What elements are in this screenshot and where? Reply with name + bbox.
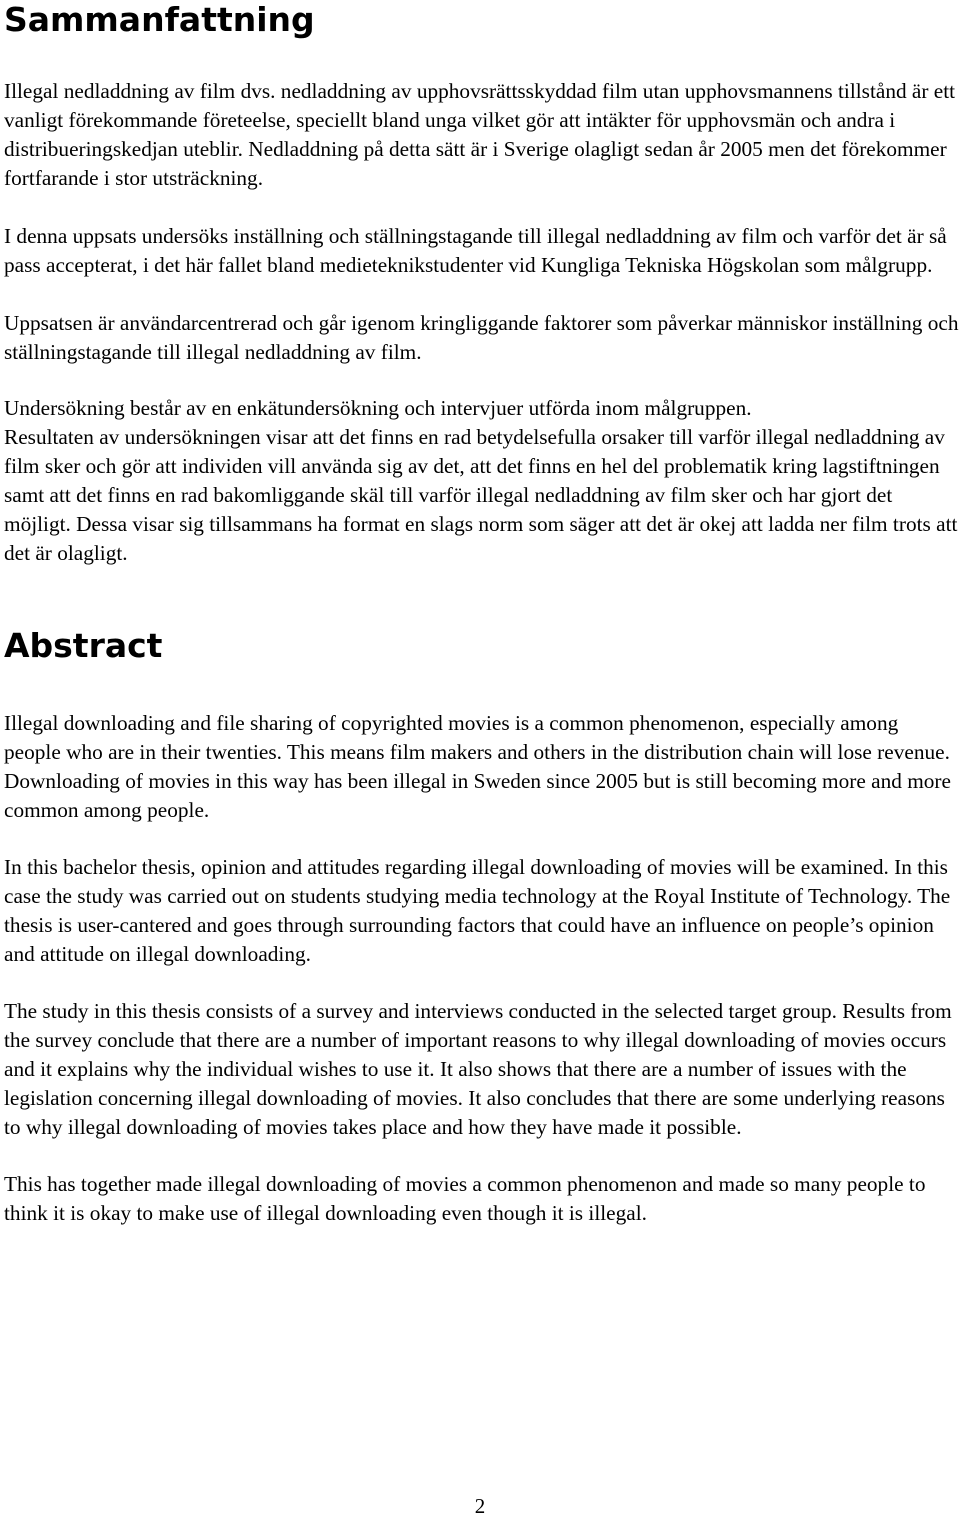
abstract-paragraph-3: The study in this thesis consists of a survey and interviews conducted in the selected target group. Results from the survey conclude that there are a number of important reasons to why illegal downloading of movies occurs and it explains why the individual wishes to use it. It also shows that there are a number of issues with the legislation concerning illegal downloading of movies. It also concludes that there are some underlying reasons to why illegal downloading of movies takes place and how they have made it possible. [4,999,952,1139]
abstract-paragraph-1: Illegal downloading and file sharing of copyrighted movies is a common phenomenon, especially among people who are in their twenties. This means film makers and others in the distribution chain will lose revenue. Downloading of movies in this way has been illegal in Sweden since 2005 but is still becoming more and more common among people. [4,711,951,822]
sammanfattning-paragraph-4: Undersökning består av en enkätundersökning och intervjuer utförda inom målgruppen. [4,396,752,420]
abstract-paragraph-2: In this bachelor thesis, opinion and attitudes regarding illegal downloading of movies will be examined. In this case the study was carried out on students studying media technology at the Royal Institute of Technology. The thesis is user-cantered and goes through surrounding factors that could have an influence on people’s opinion and attitude on illegal downloading. [4,855,951,966]
abstract-paragraph-4: This has together made illegal downloading of movies a common phenomenon and made so many people to think it is okay to make use of illegal downloading even though it is illegal. [4,1172,926,1225]
sammanfattning-paragraph-5: Resultaten av undersökningen visar att det finns en rad betydelsefulla orsaker till varför illegal nedladdning av film sker och gör att individen vill använda sig av det, att det finns en hel del problematik kring lagstiftningen samt att det finns en rad bakomliggande skäl till varför illegal nedladdning av film sker och har gjort det möjligt. Dessa visar sig tillsammans ha format en slags norm som säger att det är okej att ladda ner film trots att det är olagligt. [4,425,958,565]
sammanfattning-heading: Sammanfattning [4,0,315,39]
abstract-heading: Abstract [4,626,163,665]
sammanfattning-paragraph-2: I denna uppsats undersöks inställning och ställningstagande till illegal nedladdning av film och varför det är så pass accepterat, i det här fallet bland medieteknikstudenter vid Kungliga Tekniska Högskolan som målgrupp. [4,224,947,277]
sammanfattning-paragraph-3: Uppsatsen är användarcentrerad och går igenom kringliggande faktorer som påverkar människor inställning och ställningstagande till illegal nedladdning av film. [4,311,959,364]
page-number: 2 [474,1494,486,1518]
sammanfattning-paragraph-1: Illegal nedladdning av film dvs. nedladdning av upphovsrättsskyddad film utan upphovsmannens tillstånd är ett vanligt förekommande företeelse, speciellt bland unga vilket gör att intäkter för upphovsmän och andra i distribueringskedjan uteblir. Nedladdning på detta sätt är i Sverige olagligt sedan år 2005 men det förekommer fortfarande i stor utsträckning. [4,79,956,190]
